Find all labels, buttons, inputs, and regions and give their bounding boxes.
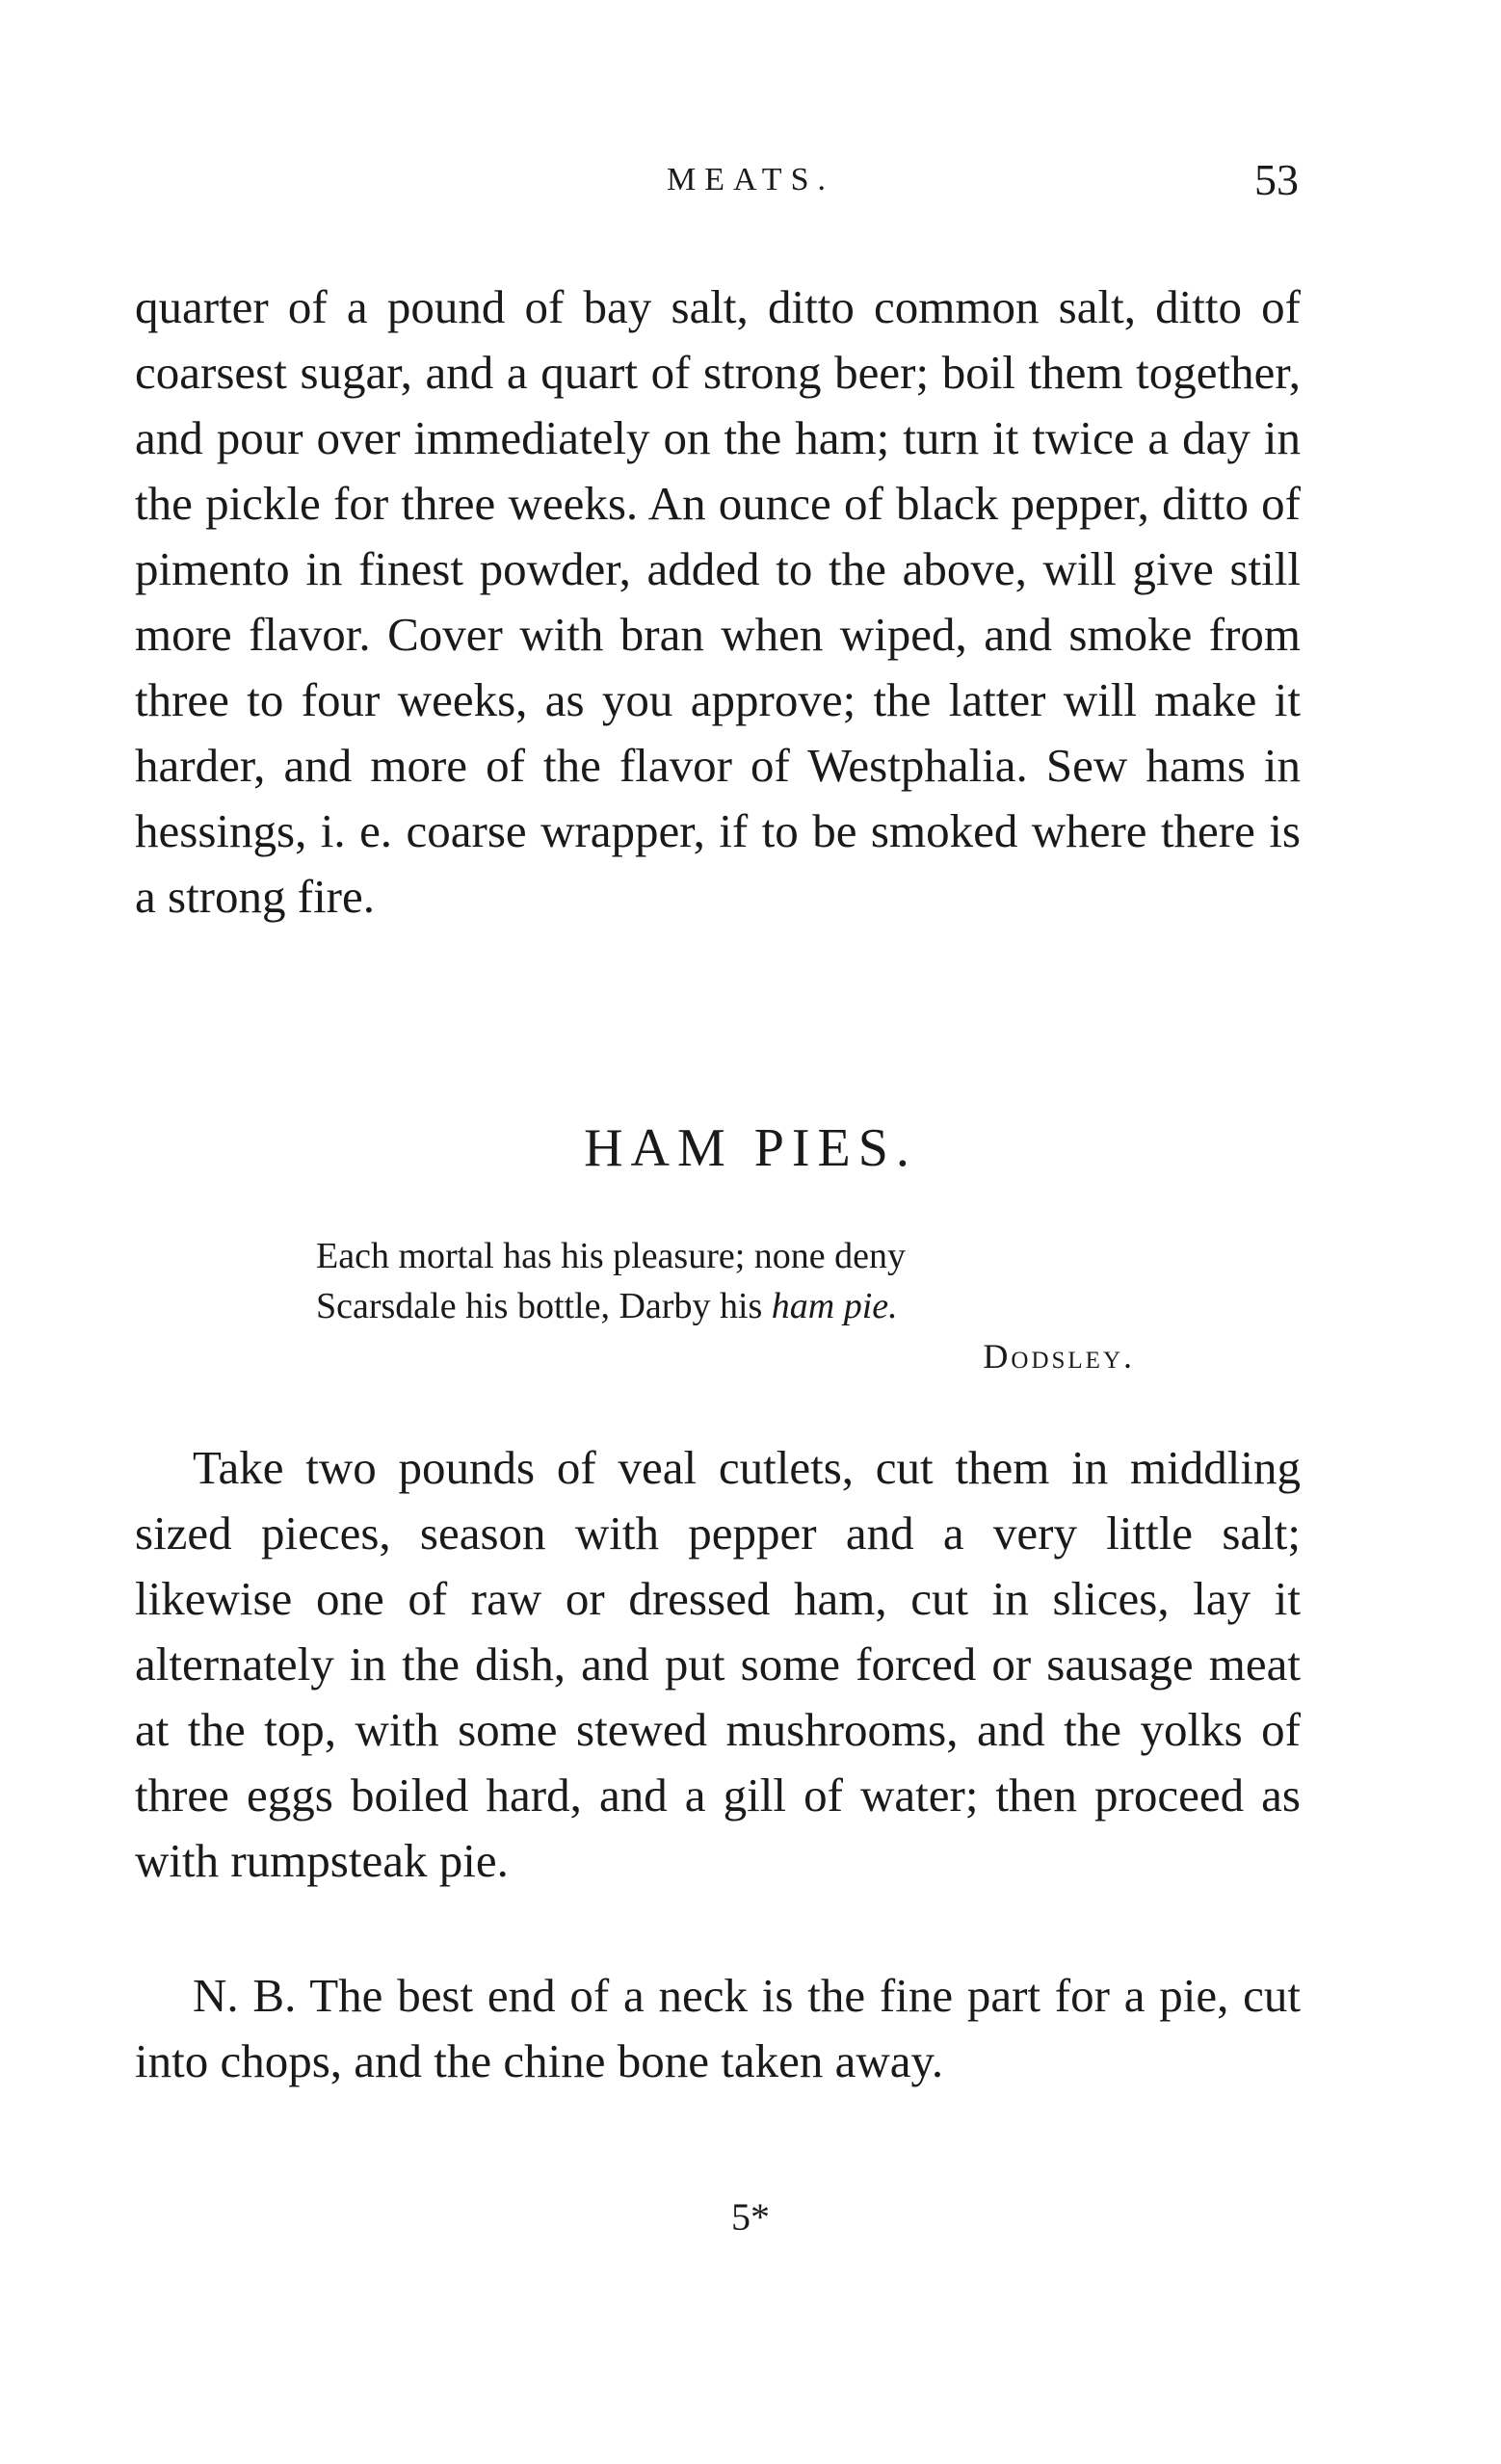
paragraph-nota-bene: N. B. The best end of a neck is the fine part for a pie, cut into chops, and the chine bone taken away. bbox=[135, 1969, 1301, 2087]
signature-mark: 5* bbox=[731, 2195, 770, 2239]
running-title: MEATS. bbox=[667, 162, 834, 197]
epigraph-attribution: Dodsley. bbox=[983, 1337, 1135, 1376]
epigraph bbox=[316, 1231, 1135, 1381]
epigraph-line-1: Each mortal has his pleasure; none deny bbox=[316, 1236, 907, 1276]
running-head bbox=[0, 154, 1501, 212]
paragraph-ham-pickle-continued: quarter of a pound of bay salt, ditto common salt, ditto of coarsest sugar, and a quart of strong beer; boil them together, and pour over immediately on the ham; turn it twice a day in the pickle for three weeks. An ounce of black pepper, ditto of pimento in finest powder, added to the above, will give still more flavor. Cover with bran when wiped, and smoke from three to four weeks, as you approve; the latter will make it harder, and more of the flavor of Westphalia. Sew hams in hessings, i. e. coarse wrapper, if to be smoked where there is a strong fire. bbox=[135, 280, 1301, 923]
section-heading: HAM PIES. bbox=[584, 1118, 917, 1178]
epigraph-line-2-text: Scarsdale his bottle, Darby his bbox=[316, 1286, 772, 1326]
paragraph-ham-pies-recipe: Take two pounds of veal cutlets, cut them in middling sized pieces, season with pepper and a very little salt; likewise one of raw or dressed ham, cut in slices, lay it alternately in the dish, and put some forced or sausage meat at the top, with some stewed mushrooms, and the yolks of three eggs boiled hard, and a gill of water; then proceed as with rumpsteak pie. bbox=[135, 1441, 1301, 1887]
epigraph-line-2-italic: ham pie. bbox=[771, 1286, 898, 1326]
page-number: 53 bbox=[1254, 155, 1299, 204]
epigraph-line-2 bbox=[316, 1281, 1135, 1331]
